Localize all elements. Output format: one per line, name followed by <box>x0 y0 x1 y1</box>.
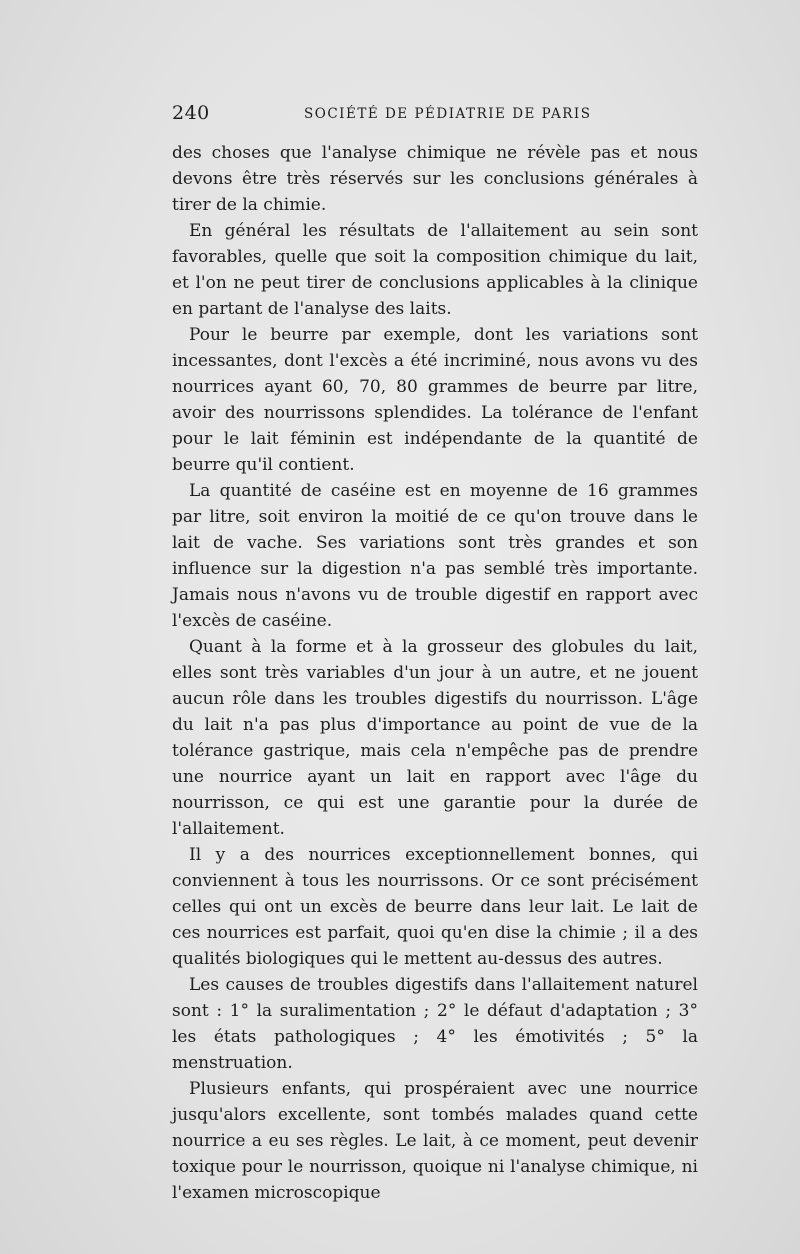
paragraph-3: Pour le beurre par exemple, dont les variations sont incessantes, dont l'excès a été incriminé, nous avons vu des nourrices ayant 60, 70, 80 grammes de beurre par litre, avoir des nourrissons splendides. La tolérance de l'enfant pour le lait féminin est indépendante de la quantité de beurre qu'il contient. <box>172 325 698 475</box>
paragraph-7: Les causes de troubles digestifs dans l'allaitement naturel sont : 1° la suralimentation ; 2° le défaut d'adaptation ; 3° les états pathologiques ; 4° les émotivités ; 5° la menstruation. <box>172 975 698 1073</box>
paragraph-4: La quantité de caséine est en moyenne de 16 grammes par litre, soit environ la moitié de ce qu'on trouve dans le lait de vache. Ses variations sont très grandes et son influence sur la digestion n'a pas semblé très importante. Jamais nous n'avons vu de trouble digestif en rapport avec l'excès de caséine. <box>172 481 698 631</box>
running-title: SOCIÉTÉ DE PÉDIATRIE DE PARIS <box>304 106 592 122</box>
body-text <box>172 140 698 1206</box>
paragraph-5: Quant à la forme et à la grosseur des globules du lait, elles sont très variables d'un jour à un autre, et ne jouent aucun rôle dans les troubles digestifs du nourrisson. L'âge du lait n'a pas plus d'importance au point de vue de la tolérance gastrique, mais cela n'empêche pas de prendre une nourrice ayant un lait en rapport avec l'âge du nourrisson, ce qui est une garantie pour la durée de l'allaitement. <box>172 637 698 839</box>
paragraph-8: Plusieurs enfants, qui prospéraient avec une nourrice jusqu'alors excellente, sont tombés malades quand cette nourrice a eu ses règles. Le lait, à ce moment, peut devenir toxique pour le nourrisson, quoique ni l'analyse chimique, ni l'examen microscopique <box>172 1079 698 1203</box>
paragraph-6: Il y a des nourrices exceptionnellement bonnes, qui conviennent à tous les nourrissons. Or ce sont précisément celles qui ont un excès de beurre dans leur lait. Le lait de ces nourrices est parfait, quoi qu'en dise la chimie ; il a des qualités biologiques qui le mettent au-dessus des autres. <box>172 845 698 969</box>
page-header <box>172 100 702 130</box>
page-number: 240 <box>172 102 210 124</box>
paragraph-2: En général les résultats de l'allaitement au sein sont favorables, quelle que soit la composition chimique du lait, et l'on ne peut tirer de conclusions applicables à la clinique en partant de l'analyse des laits. <box>172 221 698 319</box>
paragraph-1: des choses que l'analyse chimique ne révèle pas et nous devons être très réservés sur les conclusions générales à tirer de la chimie. <box>172 143 698 215</box>
